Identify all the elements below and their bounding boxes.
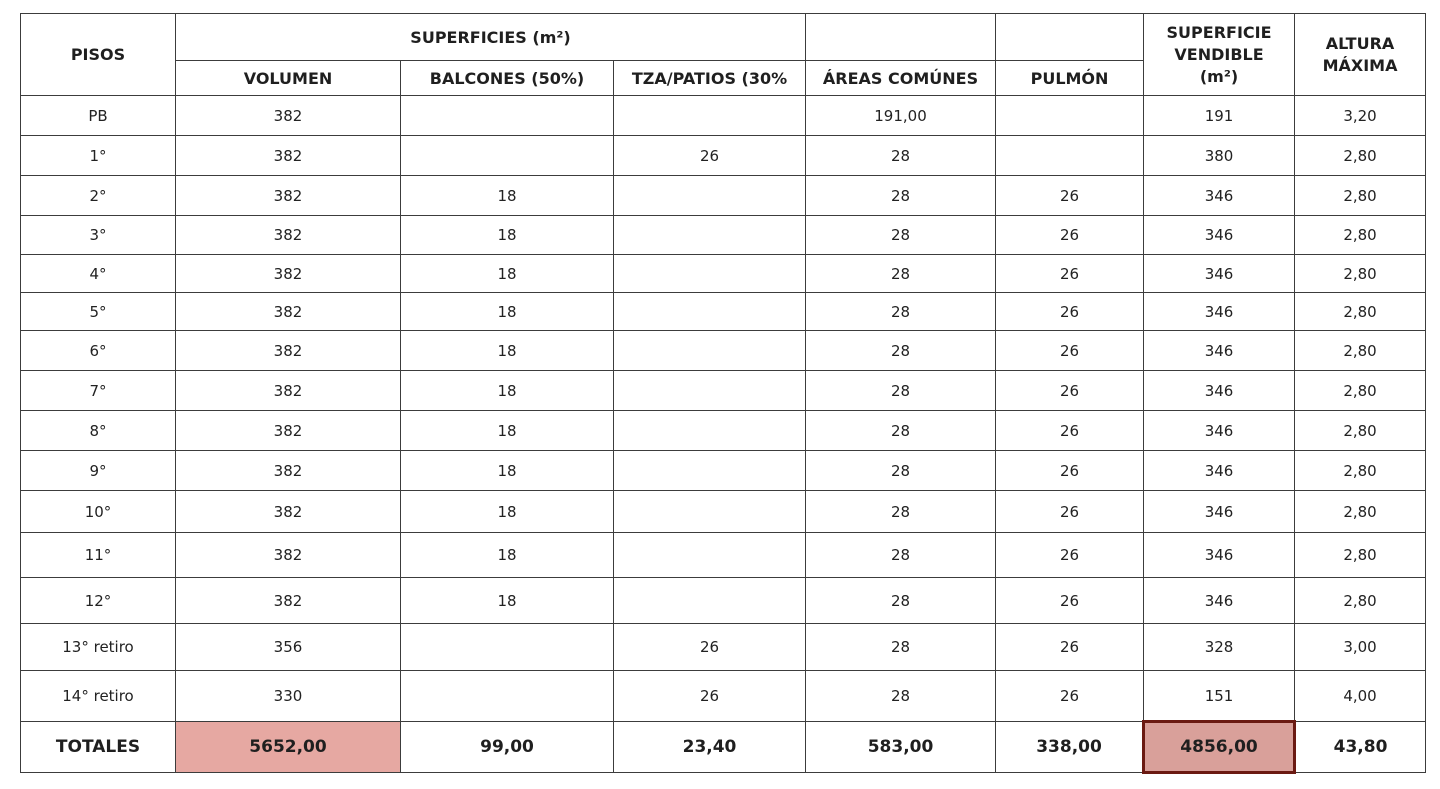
cell-terrazas[interactable]: 26 [614,671,806,722]
header-vendible-line2: VENDIBLE [1174,44,1264,64]
cell-vendible[interactable]: 346 [1144,216,1295,255]
table-row [21,578,1426,624]
totals-terrazas[interactable]: 23,40 [614,722,806,773]
header-superficie-vendible[interactable] [1144,14,1295,96]
table-row [21,136,1426,176]
cell-areas[interactable]: 28 [806,136,996,176]
cell-vendible[interactable]: 346 [1144,176,1295,216]
cell-vendible[interactable]: 151 [1144,671,1295,722]
cell-volumen[interactable]: 382 [176,371,401,411]
header-balcones[interactable]: BALCONES (50%) [401,61,614,96]
cell-altura[interactable]: 2,80 [1295,411,1426,451]
cell-piso[interactable]: 8° [21,411,176,451]
header-vendible-line1: SUPERFICIE [1166,22,1272,42]
totals-altura[interactable]: 43,80 [1295,722,1426,773]
cell-terrazas[interactable] [614,331,806,371]
cell-areas[interactable]: 28 [806,533,996,578]
cell-areas[interactable]: 28 [806,371,996,411]
header-volumen[interactable]: VOLUMEN [176,61,401,96]
cell-vendible[interactable]: 346 [1144,451,1295,491]
cell-piso[interactable]: 6° [21,331,176,371]
table-row [21,624,1426,671]
cell-piso[interactable]: 11° [21,533,176,578]
cell-areas[interactable]: 28 [806,331,996,371]
table-row [21,176,1426,216]
cell-volumen[interactable]: 382 [176,293,401,331]
table-row [21,491,1426,533]
header-row-1 [21,14,1426,61]
cell-balcones[interactable]: 18 [401,331,614,371]
cell-vendible[interactable]: 380 [1144,136,1295,176]
cell-areas[interactable]: 28 [806,578,996,624]
cell-balcones[interactable]: 18 [401,216,614,255]
header-altura-maxima[interactable] [1295,14,1426,96]
cell-volumen[interactable]: 382 [176,216,401,255]
cell-areas[interactable]: 28 [806,491,996,533]
cell-altura[interactable]: 2,80 [1295,331,1426,371]
totals-balcones[interactable]: 99,00 [401,722,614,773]
cell-areas[interactable]: 28 [806,451,996,491]
cell-pulmon[interactable]: 26 [996,451,1144,491]
cell-altura[interactable]: 4,00 [1295,671,1426,722]
cell-vendible[interactable]: 346 [1144,491,1295,533]
cell-areas[interactable]: 28 [806,411,996,451]
cell-balcones[interactable]: 18 [401,371,614,411]
cell-volumen[interactable]: 382 [176,255,401,293]
header-pisos[interactable]: PISOS [21,14,176,96]
cell-pulmon[interactable]: 26 [996,624,1144,671]
cell-pulmon[interactable]: 26 [996,411,1144,451]
table-row [21,293,1426,331]
cell-pulmon[interactable]: 26 [996,671,1144,722]
cell-piso[interactable]: 7° [21,371,176,411]
cell-terrazas[interactable] [614,533,806,578]
cell-areas[interactable]: 28 [806,624,996,671]
cell-altura[interactable]: 2,80 [1295,176,1426,216]
cell-volumen[interactable]: 382 [176,411,401,451]
cell-balcones[interactable]: 18 [401,293,614,331]
table-row [21,533,1426,578]
cell-altura[interactable]: 2,80 [1295,578,1426,624]
cell-terrazas[interactable] [614,176,806,216]
header-pulmon[interactable]: PULMÓN [996,61,1144,96]
cell-piso[interactable]: 1° [21,136,176,176]
cell-piso[interactable]: 3° [21,216,176,255]
totals-row [21,722,1426,773]
cell-balcones[interactable] [401,136,614,176]
cell-altura[interactable]: 2,80 [1295,491,1426,533]
header-altura-line1: ALTURA [1325,33,1395,53]
header-blank-pulmon[interactable] [996,14,1144,61]
cell-piso[interactable]: 13° retiro [21,624,176,671]
cell-altura[interactable]: 3,00 [1295,624,1426,671]
cell-pulmon[interactable]: 26 [996,293,1144,331]
cell-vendible[interactable]: 346 [1144,293,1295,331]
cell-pulmon[interactable]: 26 [996,176,1144,216]
cell-pulmon[interactable]: 26 [996,578,1144,624]
cell-terrazas[interactable] [614,255,806,293]
cell-terrazas[interactable] [614,216,806,255]
cell-vendible[interactable]: 346 [1144,533,1295,578]
table-body [21,96,1426,722]
cell-pulmon[interactable]: 26 [996,533,1144,578]
table-row [21,96,1426,136]
cell-volumen[interactable]: 382 [176,533,401,578]
cell-balcones[interactable]: 18 [401,255,614,293]
cell-volumen[interactable]: 382 [176,96,401,136]
cell-volumen[interactable]: 382 [176,491,401,533]
cell-altura[interactable]: 2,80 [1295,533,1426,578]
table-row [21,255,1426,293]
cell-areas[interactable]: 28 [806,216,996,255]
cell-balcones[interactable]: 18 [401,578,614,624]
cell-pulmon[interactable]: 26 [996,216,1144,255]
cell-terrazas[interactable]: 26 [614,136,806,176]
header-blank-areas[interactable] [806,14,996,61]
cell-altura[interactable]: 2,80 [1295,293,1426,331]
cell-balcones[interactable]: 18 [401,491,614,533]
header-vendible-line3: (m²) [1199,66,1239,86]
cell-piso[interactable]: 12° [21,578,176,624]
cell-altura[interactable]: 2,80 [1295,255,1426,293]
cell-vendible[interactable]: 346 [1144,331,1295,371]
cell-pulmon[interactable] [996,136,1144,176]
cell-volumen[interactable]: 330 [176,671,401,722]
cell-piso[interactable]: 2° [21,176,176,216]
cell-piso[interactable]: 14° retiro [21,671,176,722]
cell-areas[interactable]: 191,00 [806,96,996,136]
header-areas-comunes[interactable]: ÁREAS COMÚNES [806,61,996,96]
cell-pulmon[interactable]: 26 [996,491,1144,533]
cell-areas[interactable]: 28 [806,176,996,216]
cell-piso[interactable]: 9° [21,451,176,491]
cell-piso[interactable]: 10° [21,491,176,533]
table-row [21,331,1426,371]
cell-terrazas[interactable] [614,578,806,624]
cell-terrazas[interactable] [614,371,806,411]
cell-altura[interactable]: 2,80 [1295,371,1426,411]
cell-vendible[interactable]: 191 [1144,96,1295,136]
cell-balcones[interactable]: 18 [401,176,614,216]
cell-balcones[interactable]: 18 [401,411,614,451]
cell-volumen[interactable]: 382 [176,451,401,491]
cell-volumen[interactable]: 356 [176,624,401,671]
cell-balcones[interactable]: 18 [401,533,614,578]
cell-piso[interactable]: 4° [21,255,176,293]
cell-volumen[interactable]: 382 [176,136,401,176]
cell-vendible[interactable]: 346 [1144,371,1295,411]
cell-balcones[interactable] [401,624,614,671]
cell-vendible[interactable]: 328 [1144,624,1295,671]
cell-terrazas[interactable] [614,96,806,136]
cell-terrazas[interactable] [614,491,806,533]
totals-label[interactable]: TOTALES [21,722,176,773]
surface-table [20,13,1426,774]
table-row [21,371,1426,411]
cell-vendible[interactable]: 346 [1144,578,1295,624]
cell-altura[interactable]: 2,80 [1295,136,1426,176]
cell-balcones[interactable] [401,96,614,136]
cell-balcones[interactable] [401,671,614,722]
header-altura-line2: MÁXIMA [1322,55,1398,75]
cell-volumen[interactable]: 382 [176,578,401,624]
cell-pulmon[interactable]: 26 [996,371,1144,411]
header-terrazas[interactable]: TZA/PATIOS (30% [614,61,806,96]
totals-volumen[interactable]: 5652,00 [176,722,401,773]
cell-terrazas[interactable] [614,411,806,451]
cell-vendible[interactable]: 346 [1144,255,1295,293]
cell-areas[interactable]: 28 [806,671,996,722]
cell-altura[interactable]: 2,80 [1295,451,1426,491]
cell-volumen[interactable]: 382 [176,176,401,216]
cell-balcones[interactable]: 18 [401,451,614,491]
cell-piso[interactable]: PB [21,96,176,136]
table-row [21,451,1426,491]
cell-pulmon[interactable]: 26 [996,331,1144,371]
cell-vendible[interactable]: 346 [1144,411,1295,451]
totals-vendible[interactable]: 4856,00 [1144,722,1295,773]
cell-areas[interactable]: 28 [806,293,996,331]
cell-altura[interactable]: 3,20 [1295,96,1426,136]
cell-terrazas[interactable] [614,293,806,331]
table-row [21,216,1426,255]
totals-areas[interactable]: 583,00 [806,722,996,773]
header-superficies[interactable]: SUPERFICIES (m²) [176,14,806,61]
table-row [21,411,1426,451]
cell-terrazas[interactable]: 26 [614,624,806,671]
table-row [21,671,1426,722]
cell-pulmon[interactable] [996,96,1144,136]
totals-pulmon[interactable]: 338,00 [996,722,1144,773]
cell-volumen[interactable]: 382 [176,331,401,371]
cell-pulmon[interactable]: 26 [996,255,1144,293]
cell-altura[interactable]: 2,80 [1295,216,1426,255]
cell-terrazas[interactable] [614,451,806,491]
cell-areas[interactable]: 28 [806,255,996,293]
cell-piso[interactable]: 5° [21,293,176,331]
